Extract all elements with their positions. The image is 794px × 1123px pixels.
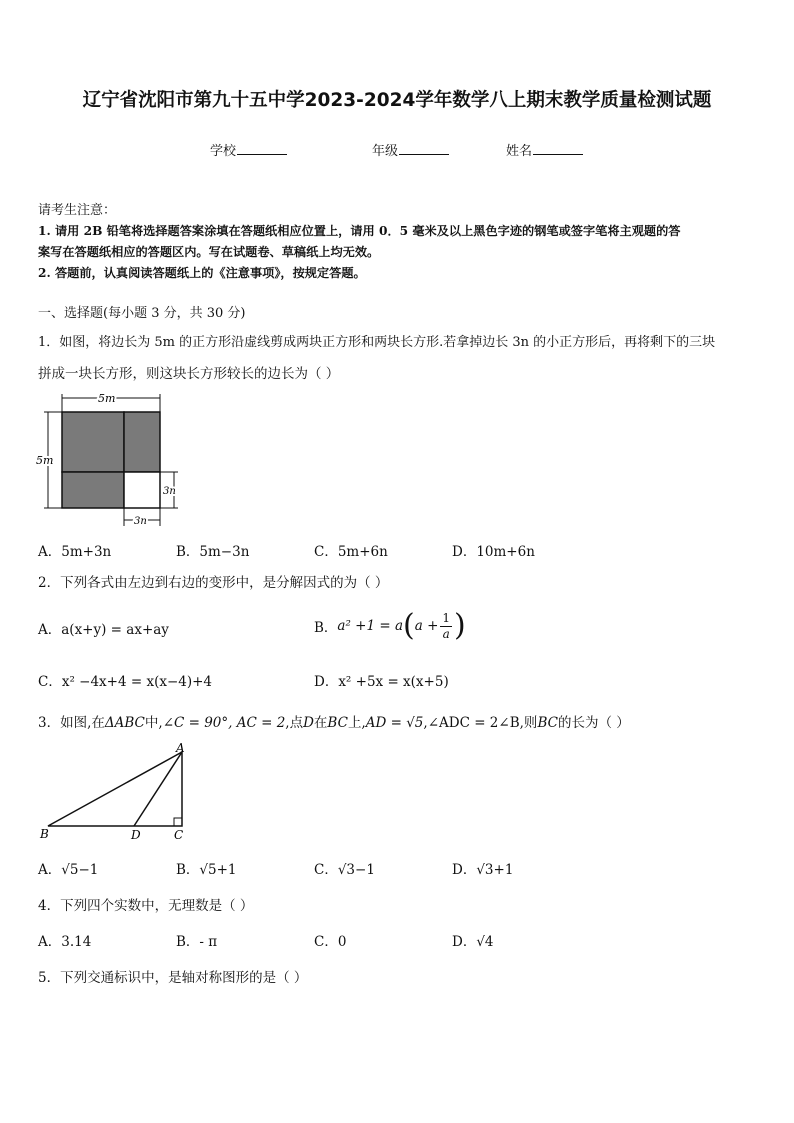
name-field xyxy=(506,140,583,159)
q3-stem-bc: BC xyxy=(327,715,348,731)
q1-option-c: C．5m+6n xyxy=(314,544,388,560)
fig-square-big xyxy=(62,412,124,472)
label-a: A xyxy=(176,741,185,755)
q2-option-b-rparen: ) xyxy=(454,608,466,643)
q4-option-d: D．√4 xyxy=(452,934,494,950)
fig-label-right: 3n xyxy=(163,486,176,497)
notice-item1-line2: 案写在答题纸相应的答题区内。写在试题卷、草稿纸上均无效。 xyxy=(38,245,380,259)
q5-stem: 5．下列交通标识中，是轴对称图形的是（ ） xyxy=(38,970,308,986)
fig-label-bottom: 3n xyxy=(134,516,147,527)
q1-stem-line1: 1．如图，将边长为 5m 的正方形沿虚线剪成两块正方形和两块长方形.若拿掉边长 3n 的小正方形后，再将剩下的三块 xyxy=(38,335,716,350)
q2-option-b-lparen: ( xyxy=(403,608,415,643)
q2-option-d: D．x² +5x = x(x+5) xyxy=(314,674,449,690)
school-label: 学校 xyxy=(210,144,237,159)
q1-option-a: A．5m+3n xyxy=(38,544,112,560)
q2-option-b-inner: a + xyxy=(414,618,439,634)
q3-option-a: A．√5−1 xyxy=(38,862,99,878)
fraction-denominator: a xyxy=(442,626,450,641)
label-c: C xyxy=(174,828,184,842)
q4-stem: 4．下列四个实数中，无理数是（ ） xyxy=(38,898,254,914)
q3-stem-angle: ∠C = 90°, AC = 2 xyxy=(162,715,286,731)
triangle-abc xyxy=(48,752,182,826)
q4-option-a: A．3.14 xyxy=(38,934,92,950)
label-d: D xyxy=(131,828,141,842)
grade-blank xyxy=(399,142,449,155)
q2-option-c: C．x² −4x+4 = x(x−4)+4 xyxy=(38,674,213,690)
q2-option-b xyxy=(314,607,466,647)
q1-square-figure xyxy=(36,390,186,530)
notice-item1-line1: 1. 请用 2B 铅笔将选择题答案涂填在答题纸相应位置上，请用 0．5 毫米及以上黑色字迹的钢笔或签字笔将主观题的答 xyxy=(38,224,681,238)
fig-label-top: 5m xyxy=(98,392,116,405)
q1-option-b: B．5m−3n xyxy=(176,544,250,560)
q3-stem xyxy=(38,711,630,731)
q3-stem-e: ,点 xyxy=(285,715,304,731)
q3-option-c: C．√3−1 xyxy=(314,862,375,878)
q3-triangle-figure xyxy=(36,740,196,844)
q3-stem-ad: AD = √5 xyxy=(365,715,424,731)
fig-label-left: 5m xyxy=(36,454,54,467)
q3-stem-point-d: D xyxy=(303,715,314,731)
grade-label: 年级 xyxy=(372,144,399,159)
q3-stem-bc2: BC xyxy=(537,715,558,731)
q4-option-c: C．0 xyxy=(314,934,347,950)
q3-stem-l: ,则 xyxy=(519,715,538,731)
q2-option-a: A．a(x+y) = ax+ay xyxy=(38,622,169,638)
q3-option-b: B．√5+1 xyxy=(176,862,237,878)
q3-stem-adc: ,∠ADC = 2∠B xyxy=(423,715,520,731)
label-b: B xyxy=(40,827,49,841)
section-heading: 一、选择题(每小题 3 分，共 30 分) xyxy=(38,306,246,321)
q3-stem-c: 中, xyxy=(144,715,163,731)
fraction-numerator: 1 xyxy=(442,610,451,625)
notice-heading: 请考生注意： xyxy=(38,203,117,218)
fig-square-small xyxy=(124,472,160,508)
q3-stem-triangle: ΔABC xyxy=(104,715,145,731)
q3-option-d: D．√3+1 xyxy=(452,862,514,878)
q1-option-d: D．10m+6n xyxy=(452,544,535,560)
school-field xyxy=(210,140,287,159)
fig-rect-bottom xyxy=(62,472,124,508)
name-label: 姓名 xyxy=(506,144,533,159)
fig-rect-right xyxy=(124,412,160,472)
q3-stem-n: 的长为（ ） xyxy=(557,715,630,731)
grade-field xyxy=(372,140,449,159)
q2-option-b-label: B． xyxy=(314,620,338,636)
q3-stem-g: 在 xyxy=(313,715,328,731)
right-angle-mark xyxy=(174,818,182,826)
q2-stem: 2．下列各式由左边到右边的变形中，是分解因式的为（ ） xyxy=(38,575,389,591)
q1-stem-line2: 拼成一块长方形，则这块长方形较长的边长为（ ） xyxy=(38,366,340,382)
school-blank xyxy=(237,142,287,155)
page-title: 辽宁省沈阳市第九十五中学2023-2024学年数学八上期末教学质量检测试题 xyxy=(82,90,712,111)
q3-stem-i: 上, xyxy=(347,715,366,731)
q2-option-b-lhs: a² +1 = a xyxy=(337,618,404,634)
q2-option-b-fraction xyxy=(440,611,452,642)
segment-ad xyxy=(134,752,182,826)
q3-stem-a: 3．如图,在 xyxy=(38,715,105,731)
q4-option-b: B．- π xyxy=(176,934,218,950)
notice-item2: 2. 答题前，认真阅读答题纸上的《注意事项》，按规定答题。 xyxy=(38,266,366,280)
name-blank xyxy=(533,142,583,155)
